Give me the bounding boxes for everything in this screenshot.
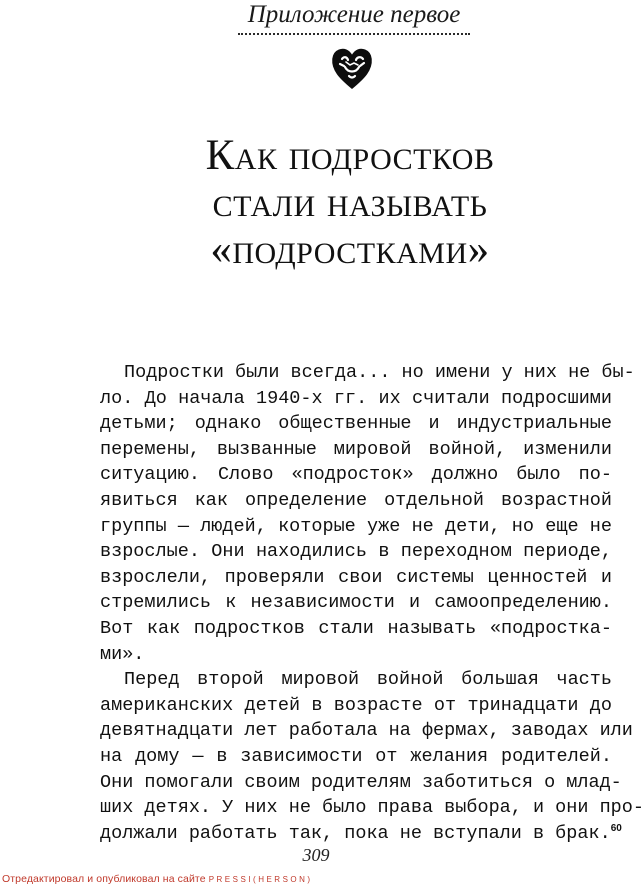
dotted-divider: [238, 33, 470, 35]
footnote-marker[interactable]: 60: [610, 822, 622, 834]
text-line: на дому — в зависимости от желания родителей.: [100, 745, 612, 767]
chapter-title: [150, 132, 550, 273]
credit-line: [2, 873, 313, 885]
body-text: [100, 360, 644, 846]
text-line: Они помогали своим родителям заботиться о млад-: [100, 771, 622, 793]
text-line: группы — людей, которые уже не дети, но еще не: [100, 515, 612, 537]
title-line: Как подростков: [205, 132, 495, 179]
text-line: ситуацию. Слово «подросток» должно было по-: [100, 464, 612, 486]
text-line: девятнадцати лет работала на фермах, заводах или: [100, 720, 633, 742]
text-line: явиться как определение отдельной возрастной: [100, 489, 612, 511]
text-line: должали работать так, пока не вступали в брак.: [100, 822, 611, 844]
text-line: перемены, вызванные мировой войной, изменили: [100, 438, 612, 460]
text-line: Вот как подростков стали называть «подростка-: [100, 617, 612, 639]
text-line: взрослые. Они находились в переходном периоде,: [100, 541, 612, 563]
text-line: американских детей в возрасте от тринадцати до: [100, 694, 612, 716]
text-line: стремились к независимости и самоопределению.: [100, 592, 612, 614]
text-line: Перед второй мировой войной большая часть: [124, 669, 612, 691]
text-line: Подростки были всегда... но имени у них не бы-: [124, 362, 635, 383]
text-line: детьми; однако общественные и индустриальные: [100, 413, 612, 435]
title-line: «подростками»: [210, 226, 490, 273]
text-line: ших детях. У них не было права выбора, и они про-: [100, 797, 644, 819]
text-line-last: [100, 821, 622, 847]
credit-text: Отредактировал и опубликовал на сайте: [2, 873, 206, 885]
title-line: стали называть: [212, 179, 488, 226]
page-number: 309: [302, 845, 330, 865]
heart-icon: [330, 45, 374, 91]
text-line: взрослели, проверяли свои системы ценностей и: [100, 566, 612, 588]
credit-brand-link[interactable]: PRESSI(HERSON): [208, 875, 313, 884]
appendix-label: Приложение первое: [247, 1, 461, 28]
text-line: ло. До начала 1940-х гг. их считали подросшими: [100, 387, 612, 409]
text-line: ми».: [100, 643, 145, 665]
